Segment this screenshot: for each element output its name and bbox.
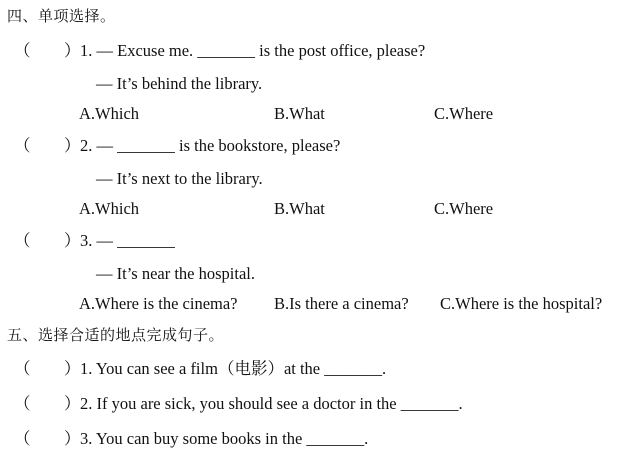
option-a: A.Which <box>79 199 140 218</box>
question-prompt: 1. You can see a film（电影）at the _______. <box>80 359 387 378</box>
question-prompt: 2. — _______ is the bookstore, please? <box>80 136 341 155</box>
option-b: B.Is there a cinema? <box>274 294 409 313</box>
answer-paren-close: ） <box>64 359 81 378</box>
section-title: 四、单项选择。 <box>7 7 116 25</box>
answer-paren-open: （ <box>14 231 31 250</box>
answer-paren-close: ） <box>64 41 81 60</box>
answer-paren-open: （ <box>14 136 31 155</box>
question-prompt: 1. — Excuse me. _______ is the post office, please? <box>80 41 426 60</box>
question-prompt: 3. You can buy some books in the _______. <box>80 429 369 448</box>
answer-paren-open: （ <box>14 359 31 378</box>
dialogue-reply: — It’s behind the library. <box>96 74 263 93</box>
question-prompt: 2. If you are sick, you should see a doctor in the _______. <box>80 394 463 413</box>
option-a: A.Where is the cinema? <box>79 294 238 313</box>
dialogue-reply: — It’s near the hospital. <box>96 264 256 283</box>
answer-paren-open: （ <box>14 429 31 448</box>
question-prompt: 3. — _______ <box>80 231 175 250</box>
answer-paren-close: ） <box>64 231 81 250</box>
option-c: C.Where <box>434 104 494 123</box>
answer-paren-close: ） <box>64 394 81 413</box>
answer-paren-open: （ <box>14 394 31 413</box>
option-b: B.What <box>274 199 325 218</box>
dialogue-reply: — It’s next to the library. <box>96 169 263 188</box>
option-c: C.Where is the hospital? <box>440 294 603 313</box>
answer-paren-close: ） <box>64 136 81 155</box>
section-title: 五、选择合适的地点完成句子。 <box>7 326 225 344</box>
option-c: C.Where <box>434 199 494 218</box>
answer-paren-close: ） <box>64 429 81 448</box>
answer-paren-open: （ <box>14 41 31 60</box>
option-b: B.What <box>274 104 325 123</box>
option-a: A.Which <box>79 104 140 123</box>
